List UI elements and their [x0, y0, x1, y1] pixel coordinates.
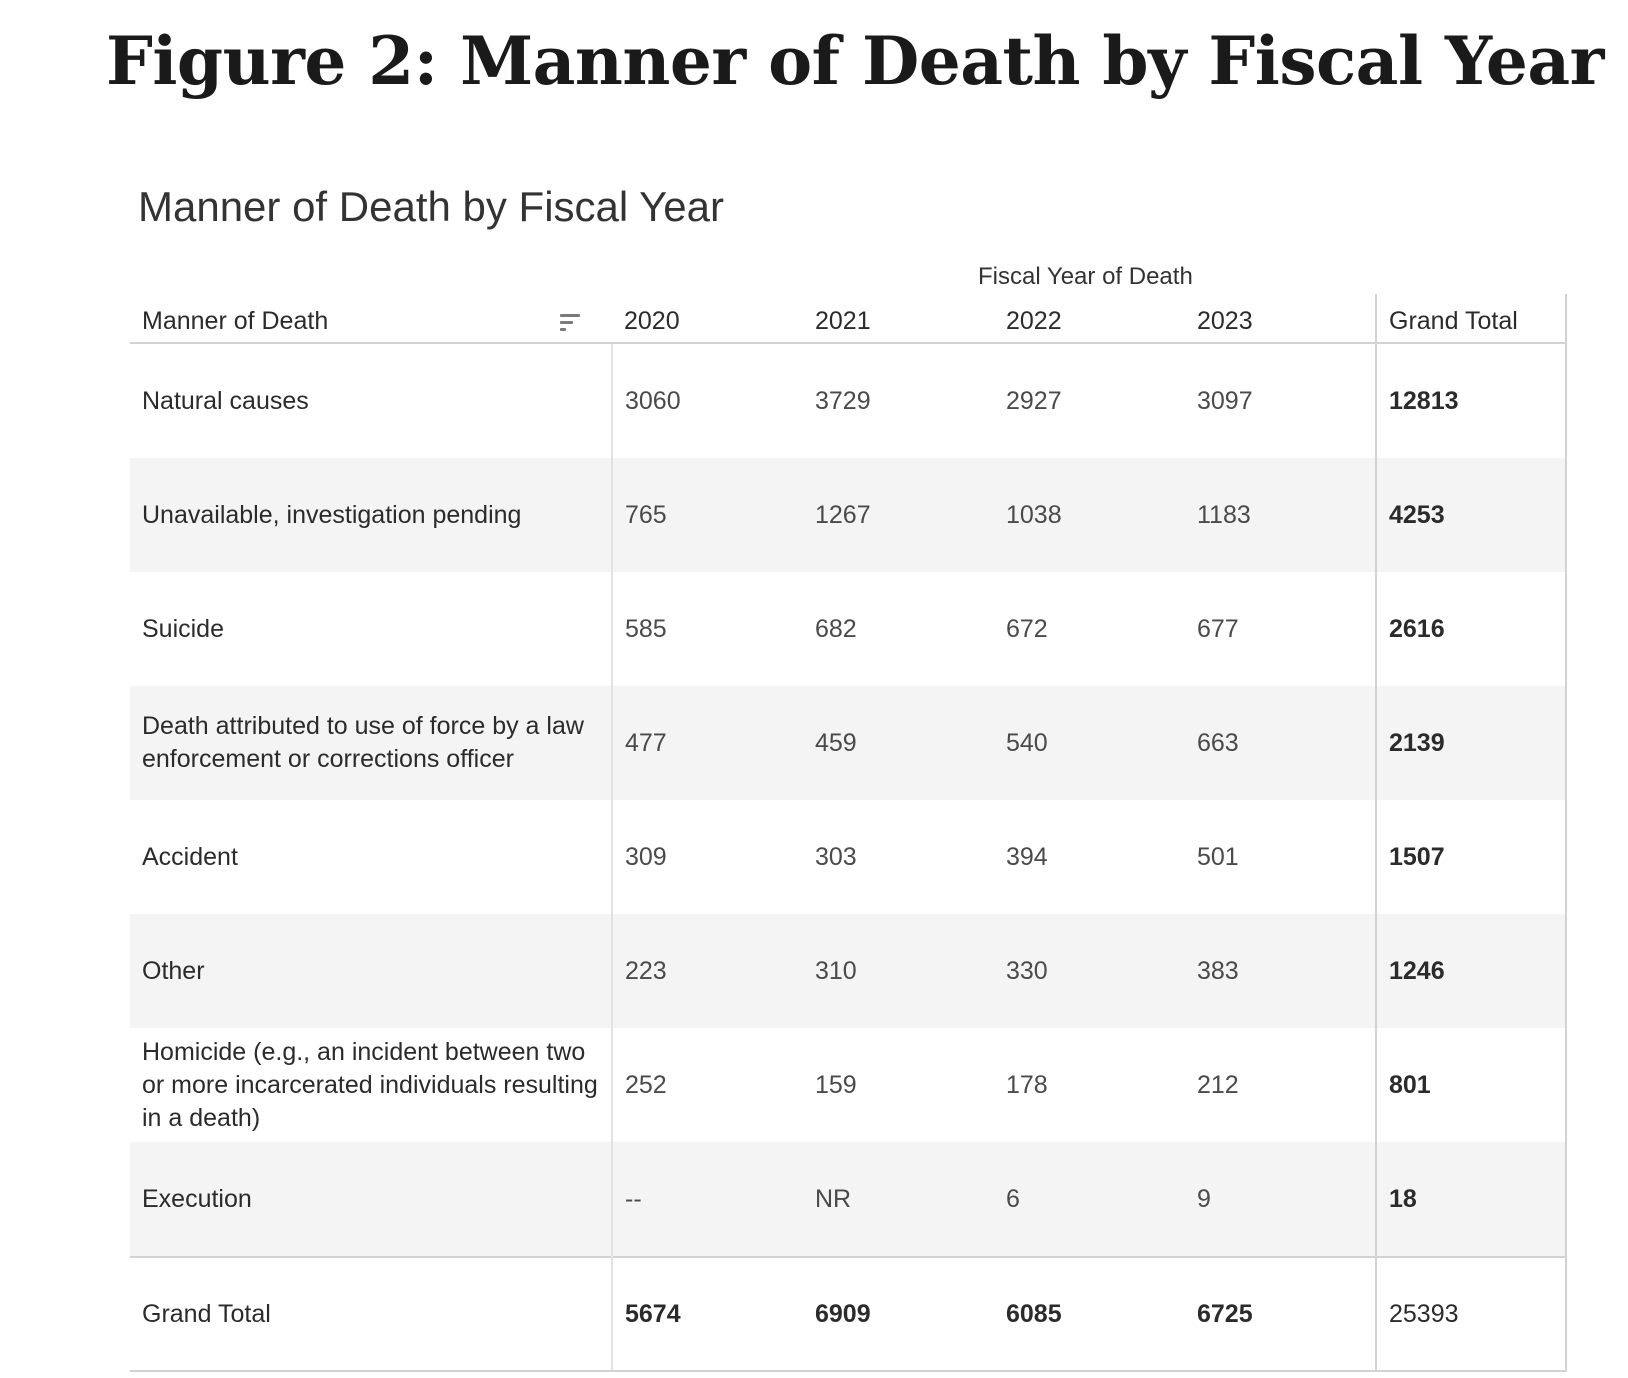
row-label: Death attributed to use of force by a law enforcement or corrections officer	[130, 686, 612, 800]
cell-2020: --	[612, 1142, 803, 1257]
table-row	[130, 1142, 1566, 1257]
cell-2021: 310	[803, 914, 994, 1028]
cell-2020: 3060	[625, 386, 681, 415]
cell-2023: 212	[1197, 1070, 1239, 1099]
grand-total-overall: 25393	[1376, 1257, 1566, 1371]
table-row	[130, 343, 1566, 458]
row-label: Natural causes	[130, 343, 612, 458]
cell-2022: 178	[1006, 1070, 1048, 1099]
cell-2023: 383	[1185, 914, 1376, 1028]
cell-grand-total: 4253	[1376, 458, 1566, 572]
row-label: Accident	[130, 800, 612, 914]
cell-2023: 501	[1197, 842, 1239, 871]
data-table	[130, 294, 1567, 1372]
cell-2022: 1038	[994, 458, 1185, 572]
header-row	[130, 294, 1566, 343]
column-header-grand-total[interactable]: Grand Total	[1376, 294, 1566, 343]
row-label: Other	[130, 914, 612, 1028]
cell-2022: 540	[994, 686, 1185, 800]
cell-2020: 223	[612, 914, 803, 1028]
row-label: Suicide	[130, 572, 612, 686]
cell-grand-total: 2616	[1376, 572, 1566, 686]
cell-2020: 252	[625, 1070, 667, 1099]
cell-2021: NR	[803, 1142, 994, 1257]
cell-2021: 1267	[803, 458, 994, 572]
cell-2023: 1183	[1185, 458, 1376, 572]
cell-2022: 394	[1006, 842, 1048, 871]
cell-2022: 672	[1006, 614, 1048, 643]
column-group-label: Fiscal Year of Death	[978, 263, 1193, 290]
table-body	[130, 343, 1566, 1257]
table-row	[130, 914, 1566, 1028]
viz-title: Manner of Death by Fiscal Year	[138, 183, 724, 230]
cell-grand-total: 18	[1376, 1142, 1566, 1257]
cell-2021: 682	[815, 614, 857, 643]
table-row	[130, 686, 1566, 800]
cell-2020: 309	[625, 842, 667, 871]
cell-grand-total: 2139	[1376, 686, 1566, 800]
cell-2023: 3097	[1197, 386, 1253, 415]
cell-2021: 303	[815, 842, 857, 871]
row-header-label: Manner of Death	[142, 307, 329, 335]
cell-grand-total: 1507	[1376, 800, 1566, 914]
table-row	[130, 800, 1566, 914]
column-header-2020[interactable]: 2020	[612, 294, 803, 343]
column-header-2023[interactable]: 2023	[1185, 294, 1376, 343]
grand-total-2020: 5674	[612, 1257, 803, 1371]
table-row	[130, 1028, 1566, 1142]
cell-2021: 159	[815, 1070, 857, 1099]
cell-grand-total: 801	[1376, 1028, 1566, 1142]
cell-2020: 477	[612, 686, 803, 800]
cell-grand-total: 12813	[1376, 343, 1566, 458]
cell-grand-total: 1246	[1376, 914, 1566, 1028]
cell-2023: 663	[1185, 686, 1376, 800]
cell-2023: 9	[1185, 1142, 1376, 1257]
grand-total-2021: 6909	[803, 1257, 994, 1371]
grand-total-2023: 6725	[1185, 1257, 1376, 1371]
row-label: Unavailable, investigation pending	[130, 458, 612, 572]
manner-of-death-table	[130, 294, 1566, 1372]
table-row	[130, 572, 1566, 686]
cell-2020: 765	[612, 458, 803, 572]
cell-2021: 3729	[815, 386, 871, 415]
row-header-cell	[130, 294, 612, 343]
cell-2021: 459	[803, 686, 994, 800]
cell-2020: 585	[625, 614, 667, 643]
row-label: Homicide (e.g., an incident between two or more incarcerated individuals resulting in a death)	[130, 1028, 612, 1142]
row-label: Execution	[130, 1142, 612, 1257]
column-header-2022[interactable]: 2022	[994, 294, 1185, 343]
cell-2022: 330	[994, 914, 1185, 1028]
cell-2022: 2927	[1006, 386, 1062, 415]
sort-descending-icon[interactable]	[560, 312, 582, 332]
grand-total-row	[130, 1257, 1566, 1371]
grand-total-2022: 6085	[994, 1257, 1185, 1371]
figure-title: Figure 2: Manner of Death by Fiscal Year	[106, 22, 1604, 100]
column-header-2021[interactable]: 2021	[803, 294, 994, 343]
cell-2023: 677	[1197, 614, 1239, 643]
cell-2022: 6	[994, 1142, 1185, 1257]
grand-total-label: Grand Total	[130, 1257, 612, 1371]
table-row	[130, 458, 1566, 572]
